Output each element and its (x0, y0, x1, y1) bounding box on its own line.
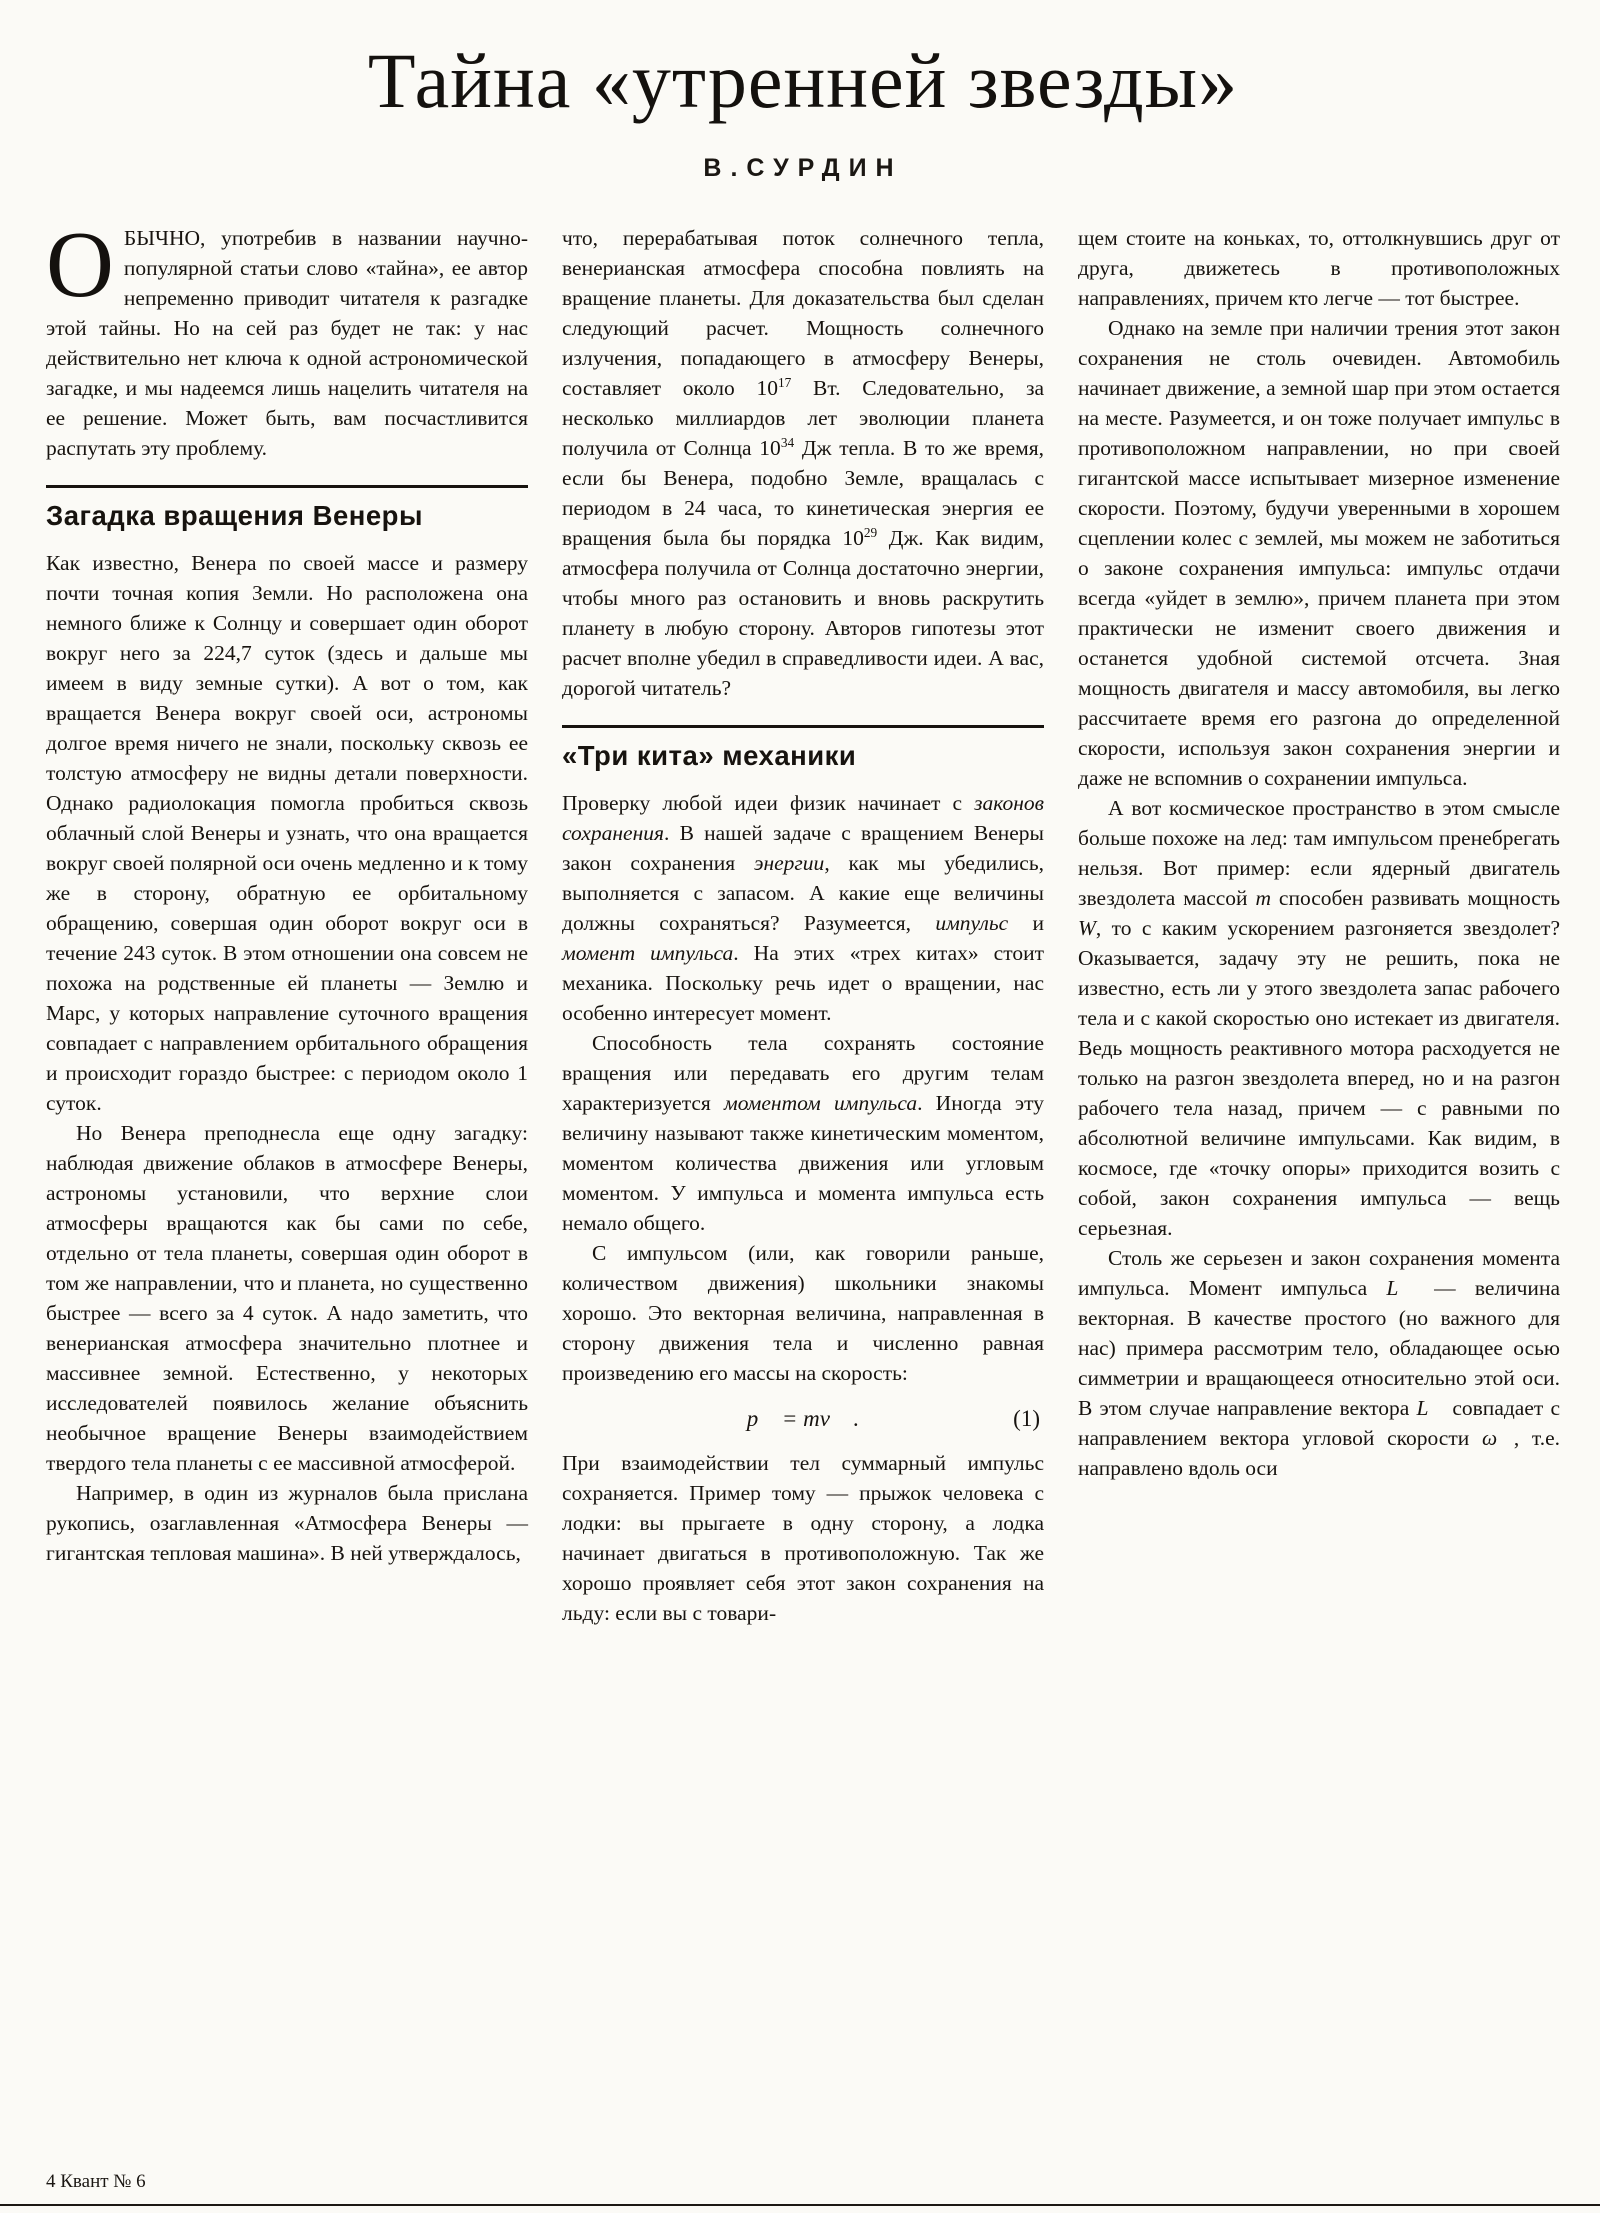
column-1 (46, 213, 528, 1628)
page-footer: 4 Квант № 6 (46, 2171, 146, 2192)
paragraph: Однако на земле при наличии трения этот закон сохранения не столь очевиден. Автомобиль начинает движение, а земной шар при этом остается на месте. Разумеется, и он тоже получает импульс в противоположном направлении, но при своей гигантской массе испытывает мизерное изменение скорости. Поэтому, будучи уверенными в хорошем сцеплении колес с землей, мы можем не заботиться о законе сохранения импульса: импульс отдачи всегда «уйдет в землю», причем планета при этом практически не изменит своего движения и останется удобной системой отсчета. Зная мощность двигателя и массу автомобиля, вы легко рассчитаете время его разгона до определенной скорости, используя закон сохранения энергии и даже не вспомнив о сохранении импульса. (1078, 316, 1560, 790)
paragraph: что, перерабатывая поток солнечного тепла, венерианская атмосфера способна повлиять на вращение планеты. Для доказательства был сделан следующий расчет. Мощность солнечного излучения, попадающего в атмосферу Венеры, составляет около $10^{17}$ Вт. Следовательно, за несколько миллиардов лет эволюции планета получила от Солнца $10^{34}$ Дж тепла. В то же время, если бы Венера, подобно Земле, вращалась с периодом в 24 часа, то кинетическая энергия ее вращения была бы порядка $10^{29}$ Дж. Как видим, атмосфера получила от Солнца достаточно энергии, чтобы много раз остановить и вновь раскрутить планету в любую сторону. Авторов гипотезы этот расчет вполне убедил в справедливости идеи. А вас, дорогой читатель? (562, 226, 1044, 700)
dropcap: О (46, 213, 114, 317)
column-2 (562, 223, 1044, 1628)
paragraph: С импульсом (или, как говорили раньше, количеством движения) школьники знакомы хорошо. Это векторная величина, направленная в сторону движения тела и численно равная произведению его массы на скорость: (562, 1240, 1044, 1385)
article-title: Тайна «утренней звезды» (367, 37, 1239, 124)
equation-number: (1) (1013, 1405, 1040, 1431)
paragraph: Способность тела сохранять состояние вращения или передавать его другим телам характеризуется моментом импульса. Иногда эту величину называют также кинетическим моментом, моментом количества движения или угловым моментом. У импульса и момента импульса есть немало общего. (562, 1030, 1044, 1235)
equation (562, 1404, 1044, 1434)
paragraph: Но Венера преподнесла еще одну загадку: наблюдая движение облаков в атмосфере Венеры, астрономы установили, что верхние слои атмосферы вращаются как бы сами по себе, отдельно от тела планеты, совершая один оборот в том же направлении, что и планета, но существенно быстрее — всего за 4 суток. А надо заметить, что венерианская атмосфера значительно плотнее и массивнее земной. Естественно, у некоторых исследователей появилось желание объяснить необычное вращение Венеры взаимодействием твердого тела планеты с ее массивной атмосферой. (46, 1120, 528, 1475)
paragraph: При взаимодействии тел суммарный импульс сохраняется. Пример тому — прыжок человека с лодки: вы прыгаете в одну сторону, а лодка начинает двигаться в противоположную. Так же хорошо проявляет себя этот закон сохранения на льду: если вы с товари- (562, 1450, 1044, 1625)
article-author: В.СУРДИН (703, 154, 903, 182)
article-columns (46, 213, 1560, 1628)
paragraph: А вот космическое пространство в этом смысле больше похоже на лед: там импульсом пренебрегать нельзя. Вот пример: если ядерный двигатель звездолета массой m способен развивать мощность W, то с каким ускорением разгоняется звездолет? Оказывается, задачу эту не решить, пока не известно, есть ли у этого звездолета запас рабочего тела и с какой скоростью оно истекает из двигателя. Ведь мощность реактивного мотора расходуется не только на разгон звездолета вперед, но и на разгон рабочего тела назад, причем — с равными по абсолютной величине импульсами. Как видим, в космосе, где «точку опоры» приходится возить с собой, закон сохранения импульса — вещь серьезная. (1078, 796, 1560, 1240)
paragraph (46, 213, 528, 463)
paragraph: щем стоите на коньках, то, оттолкнувшись друг от друга, движетесь в противоположных направлениях, причем кто легче — тот быстрее. (1078, 226, 1560, 310)
bottom-rule (0, 2204, 1600, 2206)
paragraph: Проверку любой идеи физик начинает с законов сохранения. В нашей задаче с вращением Венеры закон сохранения энергии, как мы убедились, выполняется с запасом. А какие еще величины должны сохраняться? Разумеется, импульс и момент импульса. На этих «трех китах» стоит механика. Поскольку речь идет о вращении, нас особенно интересует момент. (562, 790, 1044, 1025)
column-3 (1078, 223, 1560, 1628)
section-heading: «Три кита» механики (562, 725, 1044, 772)
equation-body: p⃗ = mv⃗ . (746, 1405, 860, 1431)
paragraph-text: БЫЧНО, употребив в названии научно-популярной статьи слово «тайна», ее автор непременно приводит читателя к разгадке этой тайны. Но на сей раз будет не так: у нас действительно нет ключа к одной астрономической загадке, и мы надеемся лишь нацелить читателя на ее решение. Может быть, вам посчастливится распутать эту проблему. (46, 226, 528, 460)
paragraph: Столь же серьезен и закон сохранения момента импульса. Момент импульса L⃗ — величина векторная. В качестве простого (но важного для нас) примера рассмотрим тело, обладающее осью симметрии и вращающееся относительно этой оси. В этом случае направление вектора L⃗ совпадает с направлением вектора угловой скорости ω⃗, т.е. направлено вдоль оси (1078, 1246, 1560, 1480)
paragraph: Как известно, Венера по своей массе и размеру почти точная копия Земли. Но расположена она немного ближе к Солнцу и совершает один оборот вокруг него за 224,7 суток (здесь и дальше мы имеем в виду земные сутки). А вот о том, как вращается Венера вокруг своей оси, астрономы долгое время ничего не знали, поскольку сквозь ее толстую атмосферу не видны детали поверхности. Однако радиолокация помогла пробиться сквозь облачный слой Венеры и узнать, что она вращается вокруг своей полярной оси очень медленно и к тому же в сторону, обратную ее орбитальному обращению, совершая один оборот вокруг оси в течение 243 суток. В этом отношении она совсем не похожа на родственные ей планеты — Землю и Марс, у которых направление суточного вращения совпадает с направлением орбитального обращения и происходит гораздо быстрее: с периодом около 1 суток. (46, 550, 528, 1115)
section-heading: Загадка вращения Венеры (46, 485, 528, 532)
paragraph: Например, в один из журналов была прислана рукопись, озаглавленная «Атмосфера Венеры — гигантская тепловая машина». В ней утверждалось, (46, 1480, 528, 1565)
